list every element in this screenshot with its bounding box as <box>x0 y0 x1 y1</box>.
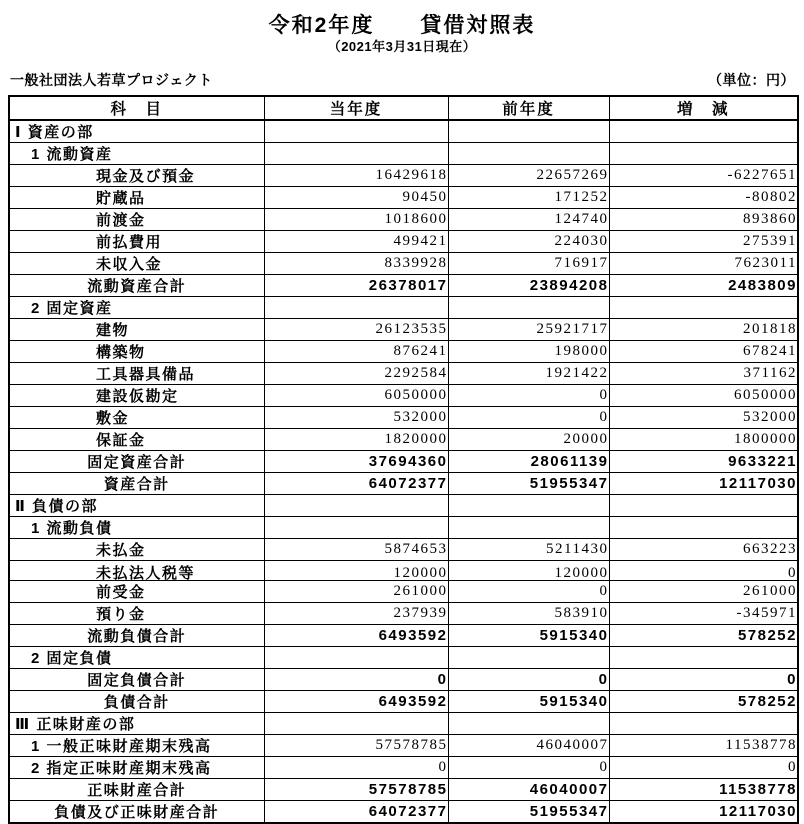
unit-label: （単位：円） <box>708 72 795 88</box>
current-year-value <box>264 297 448 319</box>
table-row <box>9 407 798 429</box>
table-row <box>9 429 798 451</box>
change-value: 9633221 <box>609 451 798 473</box>
change-value: 2483809 <box>609 275 798 297</box>
col-header-change: 増 減 <box>609 96 798 120</box>
previous-year-value: 120000 <box>448 561 609 581</box>
previous-year-value: 0 <box>448 757 609 779</box>
current-year-value: 6493592 <box>264 691 448 713</box>
change-value <box>609 647 798 669</box>
col-header-account: 科 目 <box>9 96 264 120</box>
account-label: 未払法人税等 <box>9 561 264 581</box>
previous-year-value: 0 <box>448 407 609 429</box>
table-row <box>9 517 798 539</box>
previous-year-value: 171252 <box>448 187 609 209</box>
current-year-value: 0 <box>264 757 448 779</box>
change-value: 11538778 <box>609 779 798 801</box>
account-label: 前渡金 <box>9 209 264 231</box>
change-value: 678241 <box>609 341 798 363</box>
change-value <box>609 713 798 735</box>
current-year-value: 6493592 <box>264 625 448 647</box>
table-row <box>9 120 798 143</box>
change-value: 663223 <box>609 539 798 561</box>
change-value: 0 <box>609 561 798 581</box>
change-value: 7623011 <box>609 253 798 275</box>
previous-year-value: 5915340 <box>448 691 609 713</box>
account-label: 敷金 <box>9 407 264 429</box>
change-value: 12117030 <box>609 473 798 495</box>
table-row <box>9 691 798 713</box>
table-row <box>9 713 798 735</box>
current-year-value: 26378017 <box>264 275 448 297</box>
previous-year-value: 0 <box>448 581 609 603</box>
change-value: 201818 <box>609 319 798 341</box>
previous-year-value: 46040007 <box>448 735 609 757</box>
table-body <box>9 120 798 823</box>
change-value: 0 <box>609 669 798 691</box>
current-year-value: 237939 <box>264 603 448 625</box>
current-year-value: 64072377 <box>264 473 448 495</box>
table-row <box>9 319 798 341</box>
account-label: 1 流動資産 <box>9 143 264 165</box>
account-label: 未払金 <box>9 539 264 561</box>
change-value: 11538778 <box>609 735 798 757</box>
col-header-previous-year: 前年度 <box>448 96 609 120</box>
table-row <box>9 561 798 581</box>
previous-year-value: 124740 <box>448 209 609 231</box>
table-row <box>9 253 798 275</box>
previous-year-value: 23894208 <box>448 275 609 297</box>
table-row <box>9 757 798 779</box>
table-row <box>9 165 798 187</box>
account-label: 負債合計 <box>9 691 264 713</box>
current-year-value: 1018600 <box>264 209 448 231</box>
table-row <box>9 275 798 297</box>
previous-year-value: 20000 <box>448 429 609 451</box>
current-year-value: 6050000 <box>264 385 448 407</box>
previous-year-value: 46040007 <box>448 779 609 801</box>
table-row <box>9 647 798 669</box>
account-label: 貯蔵品 <box>9 187 264 209</box>
current-year-value: 16429618 <box>264 165 448 187</box>
account-label: 現金及び預金 <box>9 165 264 187</box>
table-row <box>9 297 798 319</box>
table-row <box>9 495 798 517</box>
table-row <box>9 539 798 561</box>
change-value: 578252 <box>609 691 798 713</box>
table-row <box>9 669 798 691</box>
previous-year-value <box>448 647 609 669</box>
table-row <box>9 209 798 231</box>
table-row <box>9 603 798 625</box>
previous-year-value <box>448 517 609 539</box>
current-year-value: 37694360 <box>264 451 448 473</box>
table-header-row <box>9 96 798 120</box>
previous-year-value: 51955347 <box>448 473 609 495</box>
account-label: 流動負債合計 <box>9 625 264 647</box>
current-year-value <box>264 495 448 517</box>
account-label: 正味財産合計 <box>9 779 264 801</box>
current-year-value: 1820000 <box>264 429 448 451</box>
account-label: Ⅰ 資産の部 <box>9 120 264 143</box>
table-row <box>9 473 798 495</box>
col-header-current-year: 当年度 <box>264 96 448 120</box>
page-subtitle: （2021年3月31日現在） <box>327 39 477 54</box>
change-value: 6050000 <box>609 385 798 407</box>
current-year-value: 26123535 <box>264 319 448 341</box>
account-label: 1 一般正味財産期末残高 <box>9 735 264 757</box>
previous-year-value: 0 <box>448 385 609 407</box>
previous-year-value <box>448 495 609 517</box>
table-row <box>9 625 798 647</box>
change-value: -80802 <box>609 187 798 209</box>
previous-year-value: 51955347 <box>448 801 609 824</box>
account-label: 2 指定正味財産期末残高 <box>9 757 264 779</box>
table-row <box>9 231 798 253</box>
current-year-value: 876241 <box>264 341 448 363</box>
previous-year-value: 1921422 <box>448 363 609 385</box>
account-label: Ⅱ 負債の部 <box>9 495 264 517</box>
balance-sheet-table <box>8 95 799 824</box>
current-year-value <box>264 517 448 539</box>
change-value <box>609 495 798 517</box>
current-year-value <box>264 713 448 735</box>
previous-year-value: 716917 <box>448 253 609 275</box>
previous-year-value: 28061139 <box>448 451 609 473</box>
previous-year-value: 198000 <box>448 341 609 363</box>
account-label: 預り金 <box>9 603 264 625</box>
table-row <box>9 385 798 407</box>
previous-year-value: 224030 <box>448 231 609 253</box>
change-value <box>609 517 798 539</box>
change-value: 275391 <box>609 231 798 253</box>
account-label: 固定資産合計 <box>9 451 264 473</box>
account-label: 前受金 <box>9 581 264 603</box>
previous-year-value <box>448 143 609 165</box>
change-value: 0 <box>609 757 798 779</box>
account-label: 2 固定資産 <box>9 297 264 319</box>
change-value: 261000 <box>609 581 798 603</box>
current-year-value: 8339928 <box>264 253 448 275</box>
change-value <box>609 143 798 165</box>
account-label: 1 流動負債 <box>9 517 264 539</box>
table-row <box>9 451 798 473</box>
account-label: Ⅲ 正味財産の部 <box>9 713 264 735</box>
account-label: 流動資産合計 <box>9 275 264 297</box>
previous-year-value <box>448 713 609 735</box>
change-value <box>609 120 798 143</box>
account-label: 2 固定負債 <box>9 647 264 669</box>
current-year-value <box>264 120 448 143</box>
previous-year-value: 25921717 <box>448 319 609 341</box>
change-value: -6227651 <box>609 165 798 187</box>
account-label: 保証金 <box>9 429 264 451</box>
account-label: 資産合計 <box>9 473 264 495</box>
change-value: 371162 <box>609 363 798 385</box>
current-year-value: 5874653 <box>264 539 448 561</box>
current-year-value: 120000 <box>264 561 448 581</box>
previous-year-value: 0 <box>448 669 609 691</box>
previous-year-value <box>448 120 609 143</box>
current-year-value: 532000 <box>264 407 448 429</box>
table-row <box>9 581 798 603</box>
change-value: 893860 <box>609 209 798 231</box>
change-value: 1800000 <box>609 429 798 451</box>
current-year-value <box>264 143 448 165</box>
current-year-value: 499421 <box>264 231 448 253</box>
previous-year-value <box>448 297 609 319</box>
account-label: 前払費用 <box>9 231 264 253</box>
current-year-value: 261000 <box>264 581 448 603</box>
account-label: 構築物 <box>9 341 264 363</box>
organization-name: 一般社団法人若草プロジェクト <box>10 72 213 88</box>
account-label: 固定負債合計 <box>9 669 264 691</box>
current-year-value: 0 <box>264 669 448 691</box>
table-row <box>9 143 798 165</box>
page-title: 令和2年度 貸借対照表 <box>268 14 536 37</box>
previous-year-value: 5211430 <box>448 539 609 561</box>
current-year-value: 64072377 <box>264 801 448 824</box>
table-row <box>9 187 798 209</box>
previous-year-value: 5915340 <box>448 625 609 647</box>
table-row <box>9 363 798 385</box>
account-label: 負債及び正味財産合計 <box>9 801 264 824</box>
previous-year-value: 22657269 <box>448 165 609 187</box>
current-year-value <box>264 647 448 669</box>
change-value: -345971 <box>609 603 798 625</box>
change-value <box>609 297 798 319</box>
table-row <box>9 779 798 801</box>
account-label: 建設仮勘定 <box>9 385 264 407</box>
current-year-value: 57578785 <box>264 779 448 801</box>
account-label: 建物 <box>9 319 264 341</box>
change-value: 578252 <box>609 625 798 647</box>
meta-row <box>10 70 795 90</box>
account-label: 工具器具備品 <box>9 363 264 385</box>
change-value: 532000 <box>609 407 798 429</box>
table-row <box>9 801 798 824</box>
table-row <box>9 341 798 363</box>
account-label: 未収入金 <box>9 253 264 275</box>
change-value: 12117030 <box>609 801 798 824</box>
table-row <box>9 735 798 757</box>
current-year-value: 2292584 <box>264 363 448 385</box>
previous-year-value: 583910 <box>448 603 609 625</box>
current-year-value: 57578785 <box>264 735 448 757</box>
current-year-value: 90450 <box>264 187 448 209</box>
